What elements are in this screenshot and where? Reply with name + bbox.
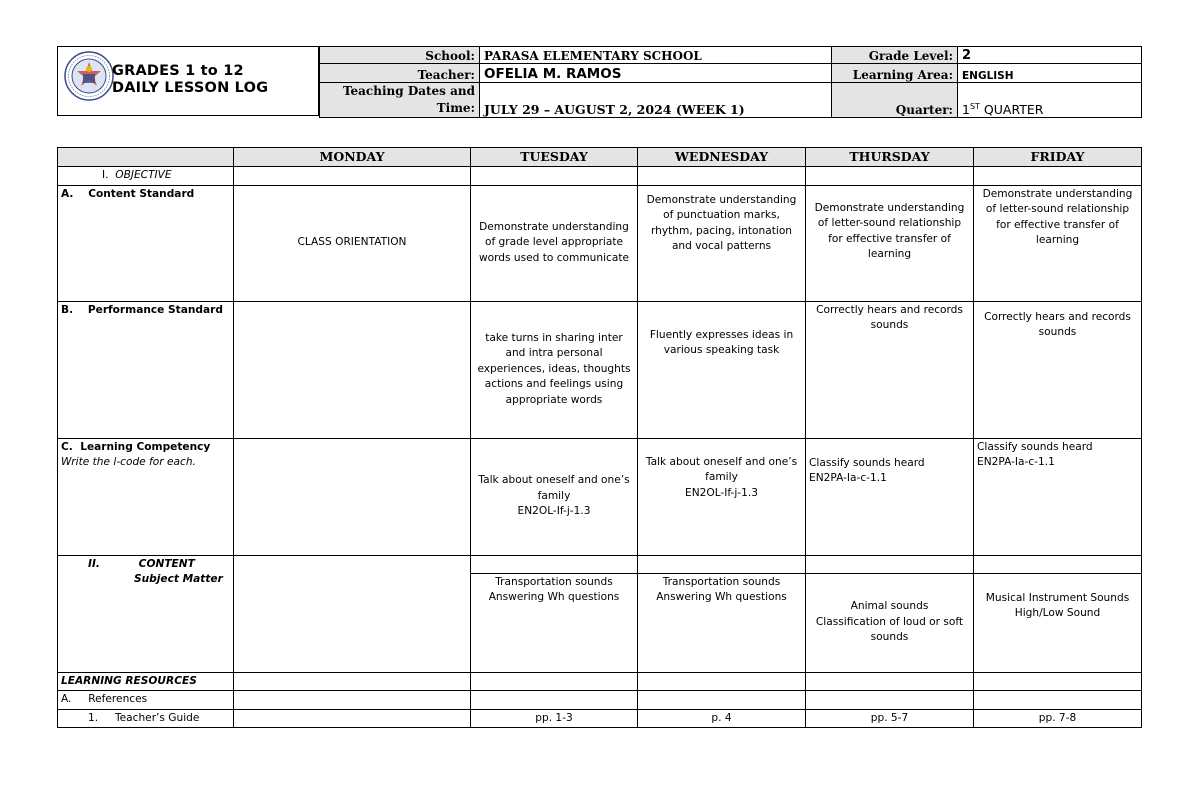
- objective-label: OBJECTIVE: [115, 169, 172, 181]
- day-header-wednesday: WEDNESDAY: [638, 148, 806, 167]
- learning-competency-heading: [61, 440, 230, 456]
- learning-resources-friday: [974, 672, 1142, 691]
- teaching-dates-label-line2: Time:: [436, 101, 475, 115]
- performance-standard-num: B.: [61, 303, 74, 316]
- content-thursday-top: [806, 555, 974, 573]
- learning-competency-wednesday-text: Talk about oneself and one’s family: [645, 455, 798, 484]
- content-sublabel: Subject Matter: [134, 573, 223, 586]
- quarter-suffix: ST: [969, 101, 980, 111]
- objective-row: [58, 167, 1142, 186]
- learning-competency-label: Learning Competency: [80, 440, 211, 453]
- content-friday: [974, 573, 1142, 672]
- title-line-1: GRADES 1 to 12: [112, 63, 244, 79]
- teacher-value: OFELIA M. RAMOS: [480, 64, 832, 83]
- performance-standard-friday: Correctly hears and records sounds: [974, 301, 1142, 438]
- content-wednesday-line2: Answering Wh questions: [656, 591, 787, 604]
- teachers-guide-monday: [234, 709, 471, 728]
- content-num: II.: [88, 557, 100, 570]
- grade-level-value: 2: [958, 47, 1142, 64]
- learning-competency-friday: [974, 438, 1142, 555]
- learning-resources-monday: [234, 672, 471, 691]
- content-standard-label-cell: [58, 185, 234, 301]
- references-thursday: [806, 691, 974, 710]
- references-monday: [234, 691, 471, 710]
- quarter-label: Quarter:: [832, 83, 958, 118]
- content-tuesday-line1: Transportation sounds: [495, 575, 613, 588]
- school-value: PARASA ELEMENTARY SCHOOL: [480, 47, 832, 64]
- performance-standard-label: Performance Standard: [87, 303, 223, 316]
- corner-cell: [58, 148, 234, 167]
- content-friday-line1: Musical Instrument Sounds: [985, 591, 1130, 604]
- references-tuesday: [471, 691, 638, 710]
- content-row: [58, 555, 1142, 573]
- day-header-row: [58, 148, 1142, 167]
- performance-standard-label-cell: [58, 301, 234, 438]
- references-wednesday: [638, 691, 806, 710]
- learning-competency-thursday: [806, 438, 974, 555]
- objective-label-cell: [58, 167, 234, 186]
- lesson-log-title: [112, 63, 268, 97]
- content-standard-tuesday: Demonstrate understanding of grade level appropriate words used to communicate: [471, 185, 638, 301]
- learning-competency-thursday-code: EN2PA-Ia-c-1.1: [809, 472, 887, 485]
- content-friday-top: [974, 555, 1142, 573]
- learning-area-label: Learning Area:: [832, 64, 958, 83]
- quarter-value: [958, 83, 1142, 118]
- content-standard-monday: CLASS ORIENTATION: [234, 185, 471, 301]
- teachers-guide-thursday: pp. 5-7: [806, 709, 974, 728]
- learning-competency-wednesday-code: EN2OL-If-j-1.3: [685, 486, 758, 499]
- performance-standard-thursday: Correctly hears and records sounds: [806, 301, 974, 438]
- learning-competency-thursday-text: Classify sounds heard: [809, 456, 925, 469]
- teachers-guide-wednesday: p. 4: [638, 709, 806, 728]
- teachers-guide-num: 1.: [88, 711, 99, 724]
- learning-competency-monday: [234, 438, 471, 555]
- objective-thursday: [806, 167, 974, 186]
- content-friday-line2: High/Low Sound: [1014, 607, 1101, 620]
- performance-standard-tuesday: take turns in sharing inter and intra personal experiences, ideas, thoughts actions and feelings using appropriate words: [471, 301, 638, 438]
- teachers-guide-row: [58, 709, 1142, 728]
- content-label: CONTENT: [138, 557, 195, 570]
- teaching-dates-value: JULY 29 – AUGUST 2, 2024 (WEEK 1): [480, 83, 832, 118]
- deped-seal-icon: [64, 51, 114, 101]
- school-label: School:: [320, 47, 480, 64]
- content-heading: [88, 557, 230, 573]
- teachers-guide-label-cell: [58, 709, 234, 728]
- objective-wednesday: [638, 167, 806, 186]
- content-standard-friday: Demonstrate understanding of letter-sound relationship for effective transfer of learning: [974, 185, 1142, 301]
- content-thursday-line2: Classification of loud or soft sounds: [815, 615, 964, 644]
- content-tuesday-top: [471, 555, 638, 573]
- objective-tuesday: [471, 167, 638, 186]
- references-label-cell: [58, 691, 234, 710]
- learning-competency-num: C.: [61, 440, 73, 453]
- learning-competency-sublabel: Write the l-code for each.: [61, 456, 196, 469]
- content-wednesday-line1: Transportation sounds: [662, 575, 781, 588]
- performance-standard-row: [58, 301, 1142, 438]
- content-standard-num: A.: [61, 187, 74, 200]
- lesson-log-table: [57, 147, 1142, 728]
- objective-monday: [234, 167, 471, 186]
- day-header-tuesday: TUESDAY: [471, 148, 638, 167]
- teaching-dates-label: [320, 83, 480, 118]
- learning-competency-tuesday-code: EN2OL-If-j-1.3: [517, 505, 591, 518]
- learning-competency-friday-text: Classify sounds heard: [977, 440, 1093, 453]
- content-monday: [234, 555, 471, 672]
- references-row: [58, 691, 1142, 710]
- objective-friday: [974, 167, 1142, 186]
- content-standard-row: [58, 185, 1142, 301]
- learning-competency-tuesday-text: Talk about oneself and one’s family: [478, 474, 630, 502]
- content-wednesday: [638, 573, 806, 672]
- quarter-number: 1: [962, 102, 970, 117]
- teacher-label: Teacher:: [320, 64, 480, 83]
- content-tuesday-line2: Answering Wh questions: [488, 591, 620, 604]
- references-num: A.: [61, 693, 72, 706]
- references-label: References: [88, 693, 148, 706]
- learning-area-value: ENGLISH: [958, 64, 1142, 83]
- learning-competency-row: [58, 438, 1142, 555]
- day-header-thursday: THURSDAY: [806, 148, 974, 167]
- performance-standard-monday: [234, 301, 471, 438]
- learning-competency-wednesday: [638, 438, 806, 555]
- content-standard-thursday: Demonstrate understanding of letter-sound relationship for effective transfer of learning: [806, 185, 974, 301]
- content-thursday: [806, 573, 974, 672]
- learning-resources-tuesday: [471, 672, 638, 691]
- learning-competency-label-cell: [58, 438, 234, 555]
- teaching-dates-label-line1: Teaching Dates and: [342, 84, 475, 98]
- teachers-guide-friday: pp. 7-8: [974, 709, 1142, 728]
- title-line-2: DAILY LESSON LOG: [112, 80, 269, 96]
- quarter-word: QUARTER: [983, 102, 1044, 117]
- content-standard-wednesday: Demonstrate understanding of punctuation marks, rhythm, pacing, intonation and vocal patterns: [638, 185, 806, 301]
- grade-level-label: Grade Level:: [832, 47, 958, 64]
- learning-competency-friday-code: EN2PA-Ia-c-1.1: [977, 456, 1055, 469]
- learning-resources-thursday: [806, 672, 974, 691]
- day-header-monday: MONDAY: [234, 148, 471, 167]
- teachers-guide-tuesday: pp. 1-3: [471, 709, 638, 728]
- learning-resources-label: LEARNING RESOURCES: [58, 672, 234, 691]
- day-header-friday: FRIDAY: [974, 148, 1142, 167]
- performance-standard-wednesday: Fluently expresses ideas in various speaking task: [638, 301, 806, 438]
- header-title-box: [57, 46, 319, 116]
- learning-resources-row: [58, 672, 1142, 691]
- objective-num: I.: [102, 169, 109, 181]
- content-tuesday: [471, 573, 638, 672]
- content-thursday-line1: Animal sounds: [850, 600, 929, 613]
- content-standard-label: Content Standard: [88, 187, 195, 200]
- info-table: [319, 46, 1142, 118]
- content-label-cell: [58, 555, 234, 672]
- learning-competency-tuesday: [471, 438, 638, 555]
- content-wednesday-top: [638, 555, 806, 573]
- learning-resources-wednesday: [638, 672, 806, 691]
- references-friday: [974, 691, 1142, 710]
- teachers-guide-label: Teacher’s Guide: [114, 711, 200, 724]
